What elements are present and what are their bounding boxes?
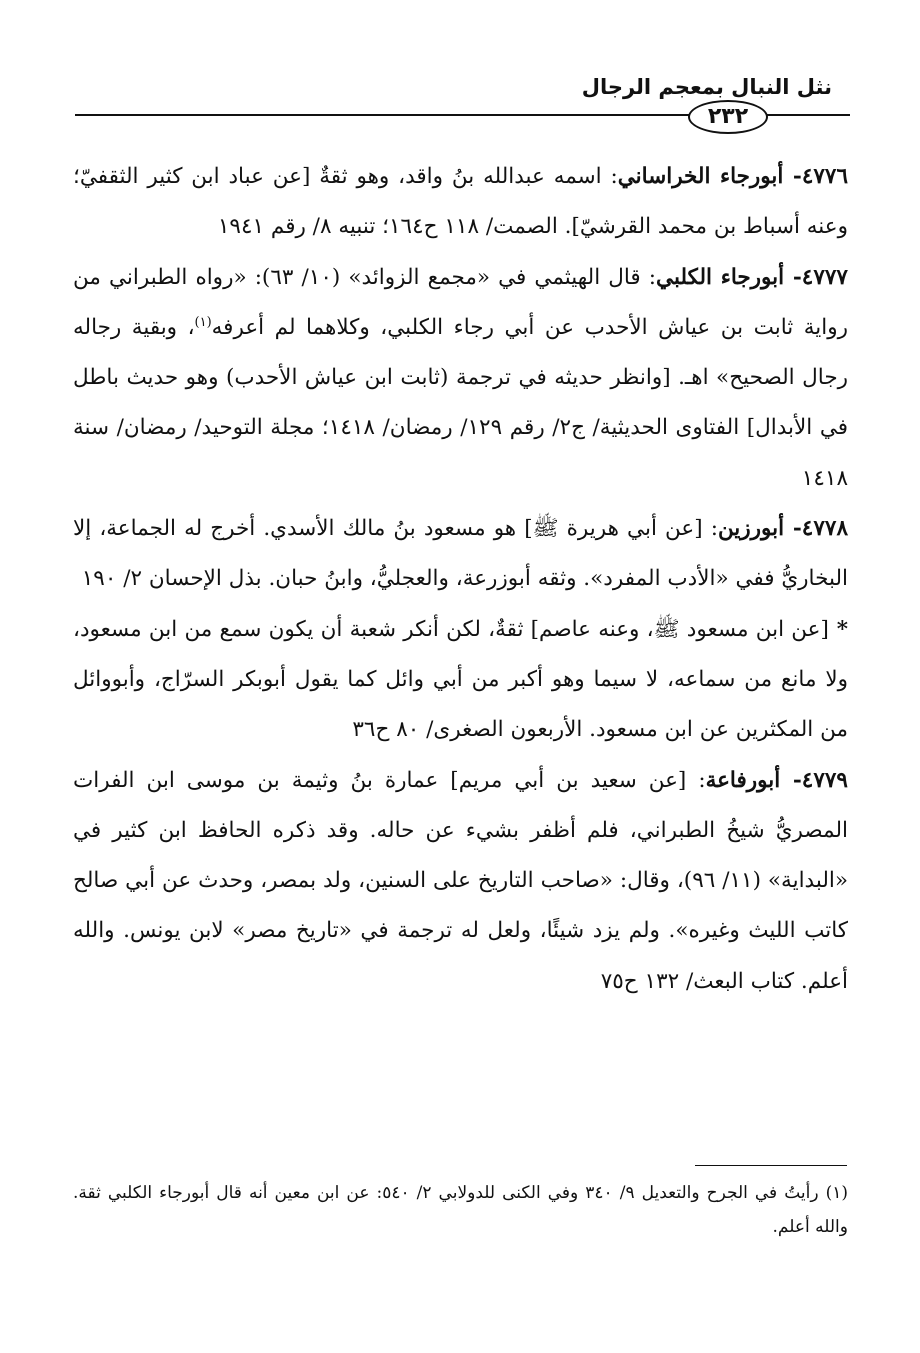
- entry-number: ٤٧٧٨-: [784, 516, 848, 542]
- running-title: نثل النبال بمعجم الرجال: [581, 75, 832, 99]
- footnote-reference: (١): [194, 314, 212, 330]
- entry-text: : قال الهيثمي في «مجمع الزوائد» (١٠/ ٦٣): «رواه الطبراني من رواية ثابت بن عياش الأحدب عن أبي رجاء الكلبي، وكلاهما لم أعرفه: [73, 264, 848, 340]
- entry-4778: [73, 504, 848, 605]
- entry-number: ٤٧٧٩-: [780, 767, 848, 793]
- entry-name: أبورزين: [717, 516, 785, 542]
- asterisk-marker: *: [828, 616, 849, 642]
- entry-name: أبورجاء الخراساني: [617, 164, 784, 189]
- entry-text: : [عن سعيد بن أبي مريم] عمارة بنُ وثيمة بن موسى ابن الفرات المصريُّ شيخُ الطبراني، فلم أظفر بشيء عن حاله. وقد ذكره الحافظ ابن كثير في «البداية» (١١/ ٩٦)، وقال: «صاحب التاريخ على السنين، ولد بمصر، وحدث عن أبي صالح كاتب الليث وغيره». ولم يزد شيئًا، ولعل له ترجمة في «تاريخ مصر» لابن يونس. والله أعلم. كتاب البعث/ ١٣٢ ح٧٥: [73, 767, 848, 994]
- entry-text: : [عن أبي هريرة ﷺ] هو مسعود بنُ مالك الأسدي. أخرج له الجماعة، إلا البخاريُّ ففي «الأدب المفرد». وثقه أبوزرعة، والعجليُّ، وابنُ حبان. بذل الإحسان ٢/ ١٩٠: [73, 516, 848, 592]
- page-number: ٢٣٢: [688, 100, 768, 134]
- main-text: [73, 152, 848, 1007]
- entry-number: ٤٧٧٧-: [784, 264, 848, 290]
- entry-text: : اسمه عبدالله بنُ واقد، وهو ثقةٌ [عن عباد ابن كثير الثقفيّ؛ وعنه أسباط بن محمد القرشيّ]. الصمت/ ١١٨ ح١٦٤؛ تنبيه ٨/ رقم ١٩٤١: [73, 164, 848, 240]
- entry-name: أبورجاء الكلبي: [656, 264, 785, 290]
- footnote: (١) رأيتُ في الجرح والتعديل ٩/ ٣٤٠ وفي الكنى للدولابي ٢/ ٥٤٠: عن ابن معين أنه قال أبورجاء الكلبي ثقة. والله أعلم.: [73, 1183, 848, 1237]
- entry-text: [عن ابن مسعود ﷺ، وعنه عاصم] ثقةٌ، لكن أنكر شعبة أن يكون سمع من ابن مسعود، ولا مانع من سماعه، لا سيما وهو أكبر من أبي وائل كما يقول أبوبكر السرّاج، وأبووائل من المكثرين عن ابن مسعود. الأربعون الصغرى/ ٨٠ ح٣٦: [73, 616, 848, 743]
- entry-4779: [73, 756, 848, 1007]
- entry-text-continued: ، وبقية رجاله رجال الصحيح» اهـ. [وانظر حديثه في ترجمة (ثابت ابن عياش الأحدب) وهو حديث باطل في الأبدال] الفتاوى الحديثية/ ج٢/ رقم ١٢٩/ رمضان/ ١٤١٨؛ مجلة التوحيد/ رمضان/ سنة ١٤١٨: [73, 314, 849, 491]
- entry-4776: [73, 152, 848, 253]
- footnote-rule: [695, 1165, 847, 1166]
- entry-4778-sub: [73, 605, 848, 756]
- entry-4777: [73, 253, 848, 504]
- entry-name: أبورفاعة: [705, 767, 781, 793]
- entry-number: ٤٧٧٦-: [783, 164, 849, 189]
